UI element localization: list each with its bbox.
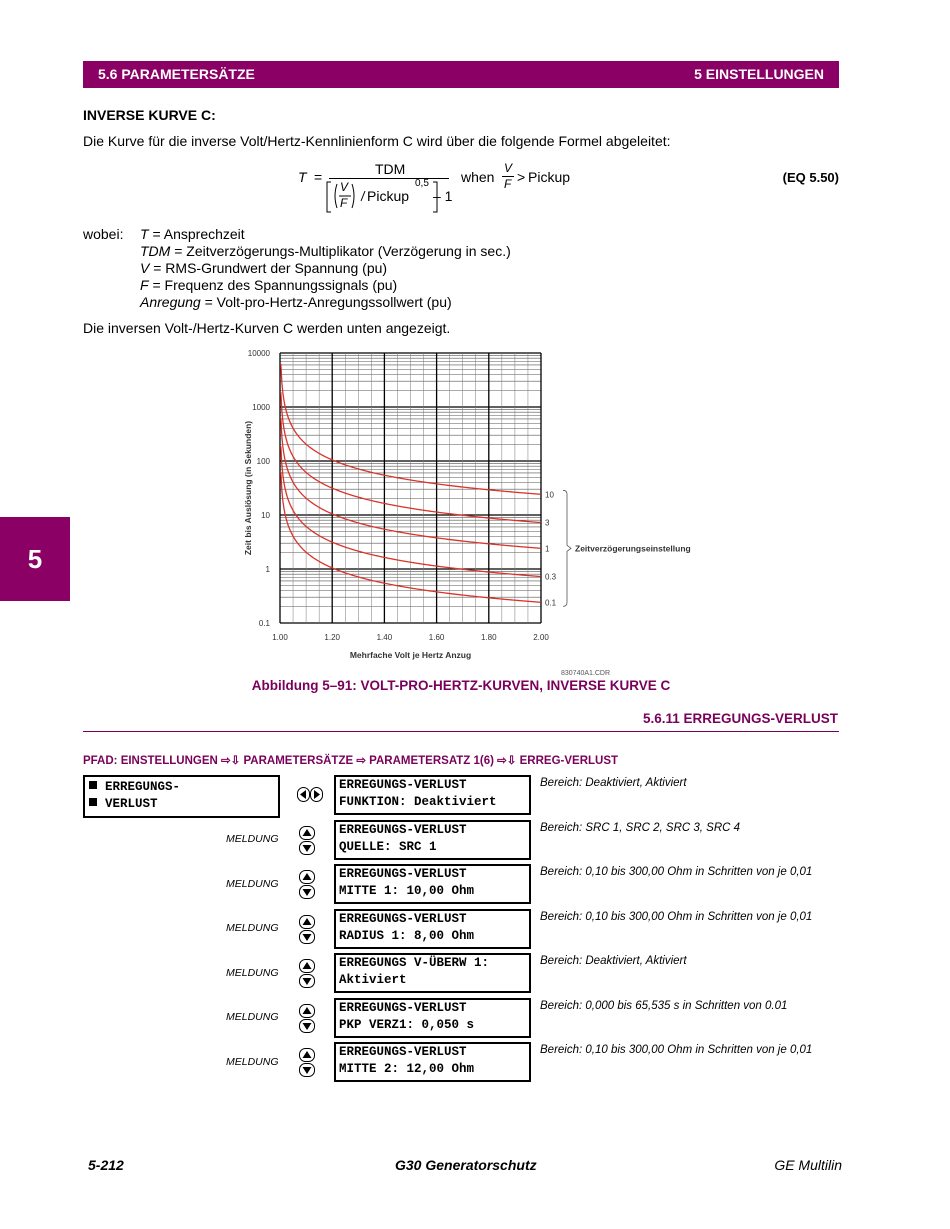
menu-line-1: ERREGUNGS- — [105, 780, 181, 794]
x-tick-label: 1.60 — [428, 633, 445, 642]
formula-numerator: TDM — [375, 161, 406, 177]
definition-symbol: Anregung — [140, 294, 201, 310]
definition-item — [140, 277, 397, 293]
formula-v2: V — [504, 161, 513, 175]
page-header-bar — [83, 61, 839, 88]
setting-range: Bereich: Deaktiviert, Aktiviert — [540, 955, 687, 967]
drawing-code: 830740A1.CDR — [561, 670, 611, 675]
formula-minus-one: – 1 — [433, 188, 453, 204]
formula-pickup2: Pickup — [528, 169, 571, 185]
setting-display[interactable] — [334, 820, 531, 860]
x-tick-label: 2.00 — [533, 633, 549, 642]
setting-display[interactable] — [334, 998, 531, 1038]
meldung-label: MELDUNG — [226, 1011, 279, 1023]
definition-text: = RMS-Grundwert der Spannung (pu) — [149, 260, 388, 276]
formula — [295, 158, 595, 214]
definition-symbol: F — [140, 277, 149, 293]
definition-item — [140, 294, 452, 310]
formula-pickup: Pickup — [367, 188, 410, 204]
left-right-arrows-icon[interactable] — [297, 781, 325, 813]
up-down-arrows-icon[interactable] — [299, 959, 327, 991]
formula-when: when — [461, 169, 495, 185]
menu-line-2: VERLUST — [105, 797, 158, 811]
series-label: 10 — [545, 490, 554, 500]
definition-symbol: V — [140, 260, 150, 276]
definition-symbol: T — [140, 226, 149, 242]
definition-text: = Frequenz des Spannungssignals (pu) — [148, 277, 398, 293]
x-tick-label: 1.40 — [376, 633, 393, 642]
up-down-arrows-icon[interactable] — [299, 1048, 327, 1080]
up-down-arrows-icon[interactable] — [299, 1004, 327, 1036]
footer-product: G30 Generatorschutz — [395, 1157, 537, 1173]
series-bracket — [563, 490, 571, 606]
formula-gt: > — [517, 169, 526, 185]
setting-range: Bereich: 0,10 bis 300,00 Ohm in Schritten von je 0,01 — [540, 866, 813, 878]
setting-display[interactable] — [334, 1042, 531, 1082]
y-tick-label: 0.1 — [258, 619, 270, 628]
y-axis-label: Zeit bis Auslösung (in Sekunden) — [243, 420, 253, 556]
setting-line-l1: ERREGUNGS-VERLUST — [339, 1045, 467, 1059]
setting-line-l2: PKP VERZ1: 0,050 s — [339, 1017, 475, 1032]
x-tick-label: 1.00 — [272, 633, 288, 642]
x-tick-label: 1.80 — [481, 633, 497, 642]
setting-range: Bereich: 0,10 bis 300,00 Ohm in Schritten von je 0,01 — [540, 910, 813, 923]
formula-exponent: 0,5 — [415, 178, 429, 189]
y-tick-label: 10000 — [247, 349, 270, 358]
definition-item — [140, 260, 387, 276]
definition-text: = Volt-pro-Hertz-Anregungssollwert (pu) — [200, 294, 452, 310]
setting-line-l1: ERREGUNGS-VERLUST — [339, 911, 467, 926]
setting-line-l1: ERREGUNGS-VERLUST — [339, 822, 467, 837]
up-down-arrows-icon[interactable] — [299, 870, 327, 902]
setting-line-l1: ERREGUNGS-VERLUST — [339, 778, 467, 792]
y-tick-label: 10 — [261, 511, 270, 520]
menu-header-box[interactable] — [83, 775, 280, 818]
header-section: 5.6 PARAMETERSÄTZE — [98, 66, 255, 82]
setting-range: Bereich: 0,000 bis 65,535 s in Schritten von 0.01 — [540, 999, 788, 1012]
definition-item — [140, 243, 511, 259]
bullet-square-icon — [89, 781, 97, 789]
y-tick-label: 100 — [256, 457, 270, 466]
menu-path: PFAD: EINSTELLUNGEN ⇨⇩ PARAMETERSÄTZE ⇨ PARAMETERSATZ 1(6) ⇨⇩ ERREG-VERLUST — [83, 755, 619, 767]
x-tick-label: 1.20 — [324, 633, 340, 642]
intro-text: Die Kurve für die inverse Volt/Hertz-Kennlinienform C wird über die folgende Formel abgeleitet: — [83, 133, 671, 149]
figure-caption: Abbildung 5–91: VOLT-PRO-HERTZ-KURVEN, INVERSE KURVE C — [251, 678, 671, 693]
subsection-rule — [83, 731, 839, 732]
bullet-square-icon — [89, 798, 97, 806]
definition-item — [140, 226, 245, 242]
series-label: 0.3 — [545, 572, 557, 582]
series-label: 3 — [545, 518, 550, 528]
meldung-label: MELDUNG — [226, 833, 279, 845]
meldung-label: MELDUNG — [226, 922, 279, 934]
formula-v: V — [340, 180, 349, 194]
where-label: wobei: — [83, 226, 124, 242]
setting-range: Bereich: SRC 1, SRC 2, SRC 3, SRC 4 — [540, 821, 741, 834]
setting-line-l2: FUNKTION: Deaktiviert — [339, 795, 497, 809]
setting-line-l2: QUELLE: SRC 1 — [339, 839, 437, 854]
fraction-bar — [329, 178, 449, 179]
chapter-side-tab: 5 — [0, 517, 70, 601]
section-title: INVERSE KURVE C: — [83, 107, 216, 123]
definition-text: = Zeitverzögerungs-Multiplikator (Verzögerung in sec.) — [170, 243, 511, 259]
volt-hertz-chart — [240, 345, 700, 675]
y-tick-label: 1000 — [252, 403, 270, 412]
series-label: 0.1 — [545, 598, 557, 608]
up-down-arrows-icon[interactable] — [299, 915, 327, 947]
subsection-title: 5.6.11 ERREGUNGS-VERLUST — [642, 711, 838, 726]
setting-line-l1: ERREGUNGS-VERLUST — [339, 1000, 467, 1015]
meldung-label: MELDUNG — [226, 1055, 279, 1068]
header-chapter: 5 EINSTELLUNGEN — [694, 66, 824, 82]
setting-line-l2: MITTE 1: 10,00 Ohm — [339, 884, 475, 898]
chart-intro: Die inversen Volt-/Hertz-Kurven C werden unten angezeigt. — [83, 320, 451, 336]
setting-line-l2: MITTE 2: 12,00 Ohm — [339, 1062, 475, 1076]
series-group-label: Zeitverzögerungseinstellung — [575, 543, 691, 554]
footer-company: GE Multilin — [774, 1157, 842, 1173]
setting-range: Bereich: Deaktiviert, Aktiviert — [540, 777, 687, 789]
setting-line-l1: ERREGUNGS V-ÜBERW 1: — [339, 956, 490, 970]
setting-display[interactable] — [334, 953, 531, 993]
formula-lhs: T — [298, 169, 307, 185]
setting-display[interactable] — [334, 909, 531, 949]
setting-display[interactable] — [334, 864, 531, 904]
definition-text: = Ansprechzeit — [148, 226, 245, 242]
setting-line-l2: Aktiviert — [339, 973, 407, 987]
up-down-arrows-icon[interactable] — [299, 826, 327, 858]
setting-line-l2: RADIUS 1: 8,00 Ohm — [339, 928, 475, 943]
equation-number: (EQ 5.50) — [782, 170, 839, 185]
y-tick-label: 1 — [265, 565, 270, 574]
definition-symbol: TDM — [140, 243, 171, 259]
x-axis-label: Mehrfache Volt je Hertz Anzug — [349, 650, 472, 660]
series-label: 1 — [545, 544, 550, 554]
formula-equals: = — [314, 169, 323, 185]
meldung-label: MELDUNG — [226, 966, 279, 979]
setting-line-l1: ERREGUNGS-VERLUST — [339, 867, 467, 881]
meldung-label: MELDUNG — [226, 877, 279, 890]
setting-range: Bereich: 0,10 bis 300,00 Ohm in Schritten von je 0,01 — [540, 1044, 813, 1056]
formula-f: F — [340, 196, 348, 210]
formula-f2: F — [504, 177, 512, 191]
footer-page-number: 5-212 — [88, 1157, 124, 1173]
setting-display[interactable] — [334, 775, 531, 815]
